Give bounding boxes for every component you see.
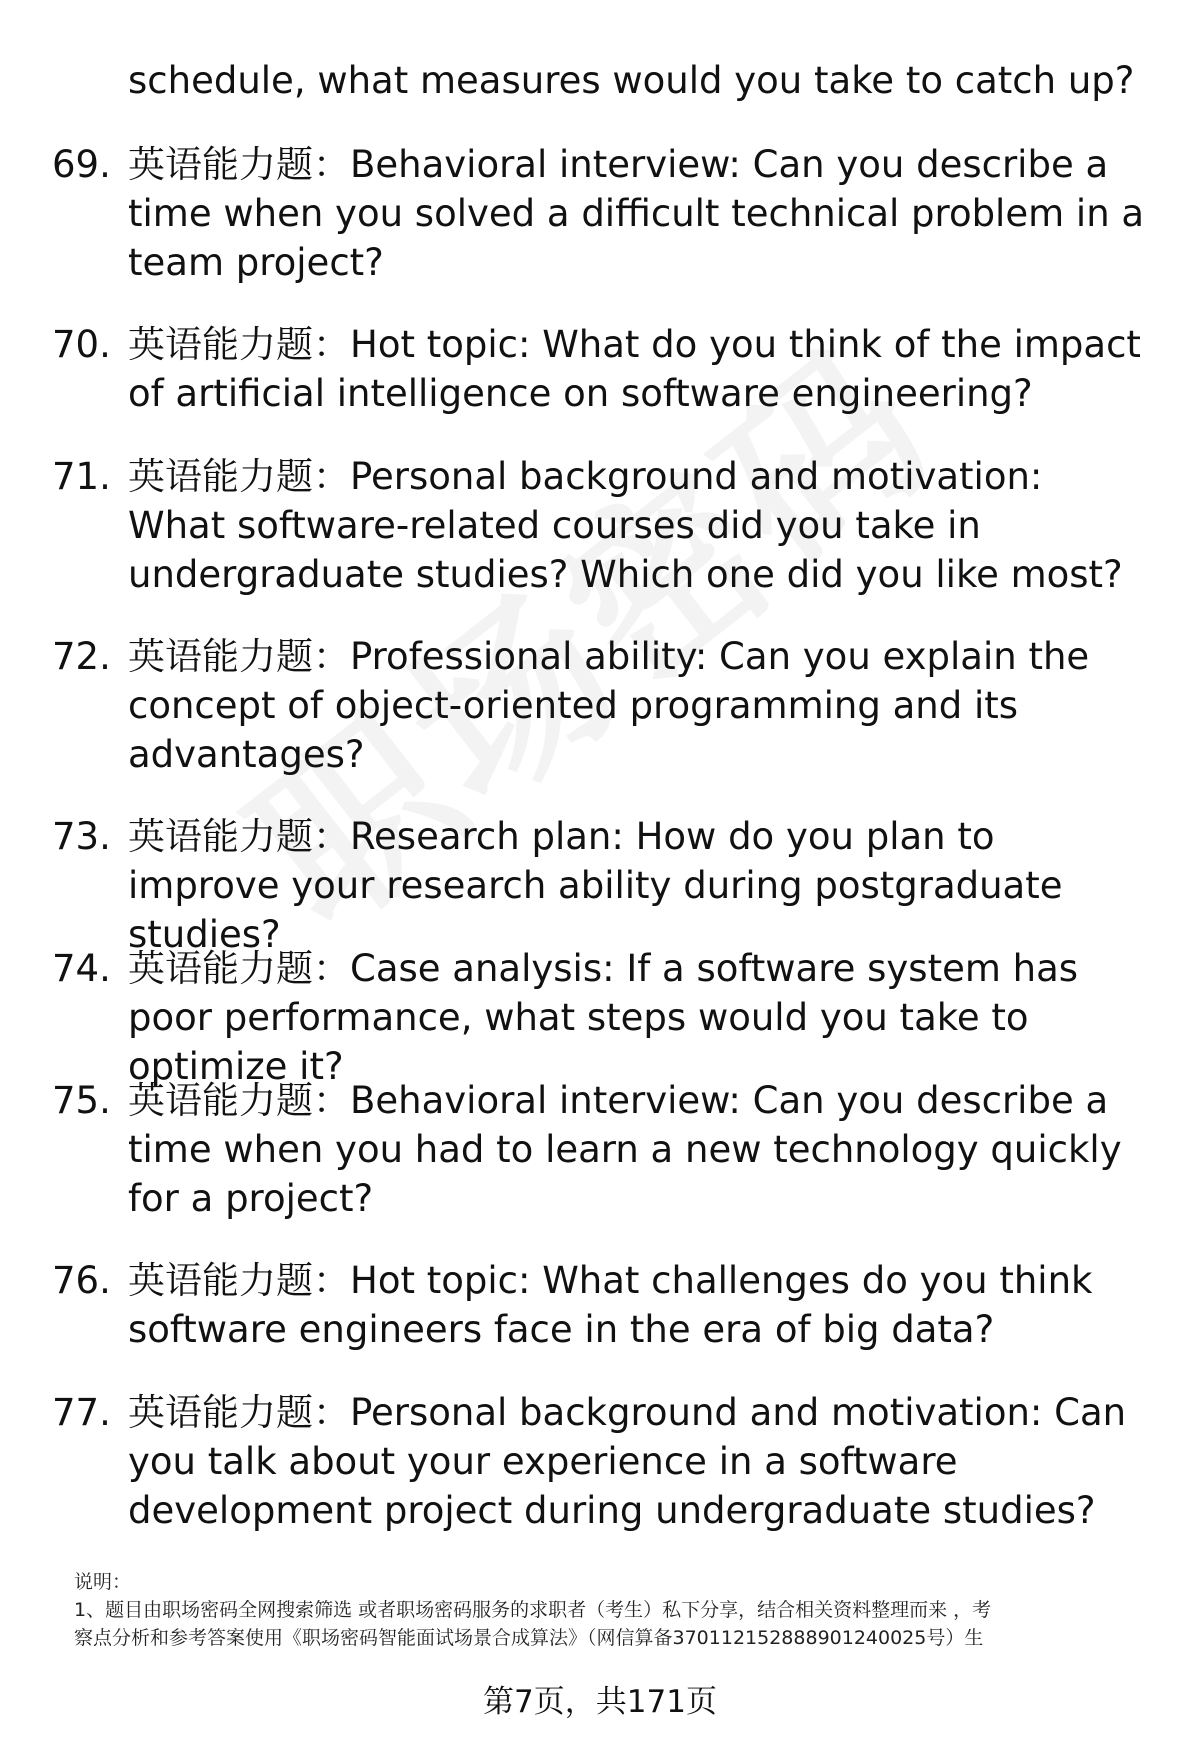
question-text (128, 452, 1148, 599)
notes-line: 察点分析和参考答案使用《职场密码智能面试场景合成算法》（网信算备370112152888901240025号）生 (74, 1627, 984, 1649)
notes-section (74, 1568, 1154, 1652)
question-body: Case analysis: If a software system has poor performance, what steps would you take to optimize it? (128, 947, 1079, 1088)
question-category: 英语能力题： (128, 455, 350, 498)
question-category: 英语能力题： (128, 323, 350, 366)
question-body: Professional ability: Can you explain the concept of object-oriented programming and its advantages? (128, 635, 1090, 776)
question-text (128, 632, 1148, 779)
question-body: Behavioral interview: Can you describe a time when you solved a difficult technical problem in a team project? (128, 143, 1145, 284)
question-number: 69. (52, 143, 111, 186)
notes-heading: 说明： (74, 1571, 132, 1593)
question-body: Personal background and motivation: Can you talk about your experience in a software development project during undergraduate studies? (128, 1391, 1127, 1532)
question-number: 70. (52, 323, 111, 366)
question-number: 73. (52, 815, 111, 858)
question-text (128, 944, 1148, 1091)
question-number: 75. (52, 1079, 111, 1122)
continuation-line: schedule, what measures would you take to catch up? (128, 59, 1135, 102)
question-text (128, 812, 1148, 959)
notes-line: 1、题目由职场密码全网搜索筛选 或者职场密码服务的求职者（考生）私下分享，结合相关资料整理而来 ，考 (74, 1599, 992, 1621)
question-body: Hot topic: What challenges do you think software engineers face in the era of big data? (128, 1259, 1093, 1351)
question-body: Personal background and motivation: What software-related courses did you take in undergraduate studies? Which one did you like most? (128, 455, 1123, 596)
question-number: 76. (52, 1259, 111, 1302)
question-category: 英语能力题： (128, 1079, 350, 1122)
question-body: Hot topic: What do you think of the impact of artificial intelligence on software engineering? (128, 323, 1141, 415)
question-text (128, 320, 1148, 418)
question-category: 英语能力题： (128, 143, 350, 186)
question-number: 71. (52, 455, 111, 498)
question-body: Behavioral interview: Can you describe a time when you had to learn a new technology quickly for a project? (128, 1079, 1122, 1220)
question-category: 英语能力题： (128, 1259, 350, 1302)
question-category: 英语能力题： (128, 1391, 350, 1434)
question-number: 77. (52, 1391, 111, 1434)
page-footer: 第7页，共171页 (483, 1684, 717, 1720)
question-text (128, 1388, 1148, 1535)
question-text (128, 1076, 1148, 1223)
question-category: 英语能力题： (128, 815, 350, 858)
question-number: 72. (52, 635, 111, 678)
question-category: 英语能力题： (128, 947, 350, 990)
question-text (128, 140, 1148, 287)
question-number: 74. (52, 947, 111, 990)
question-category: 英语能力题： (128, 635, 350, 678)
question-body: Research plan: How do you plan to improve your research ability during postgraduate studies? (128, 815, 1063, 956)
question-text (128, 1256, 1148, 1354)
